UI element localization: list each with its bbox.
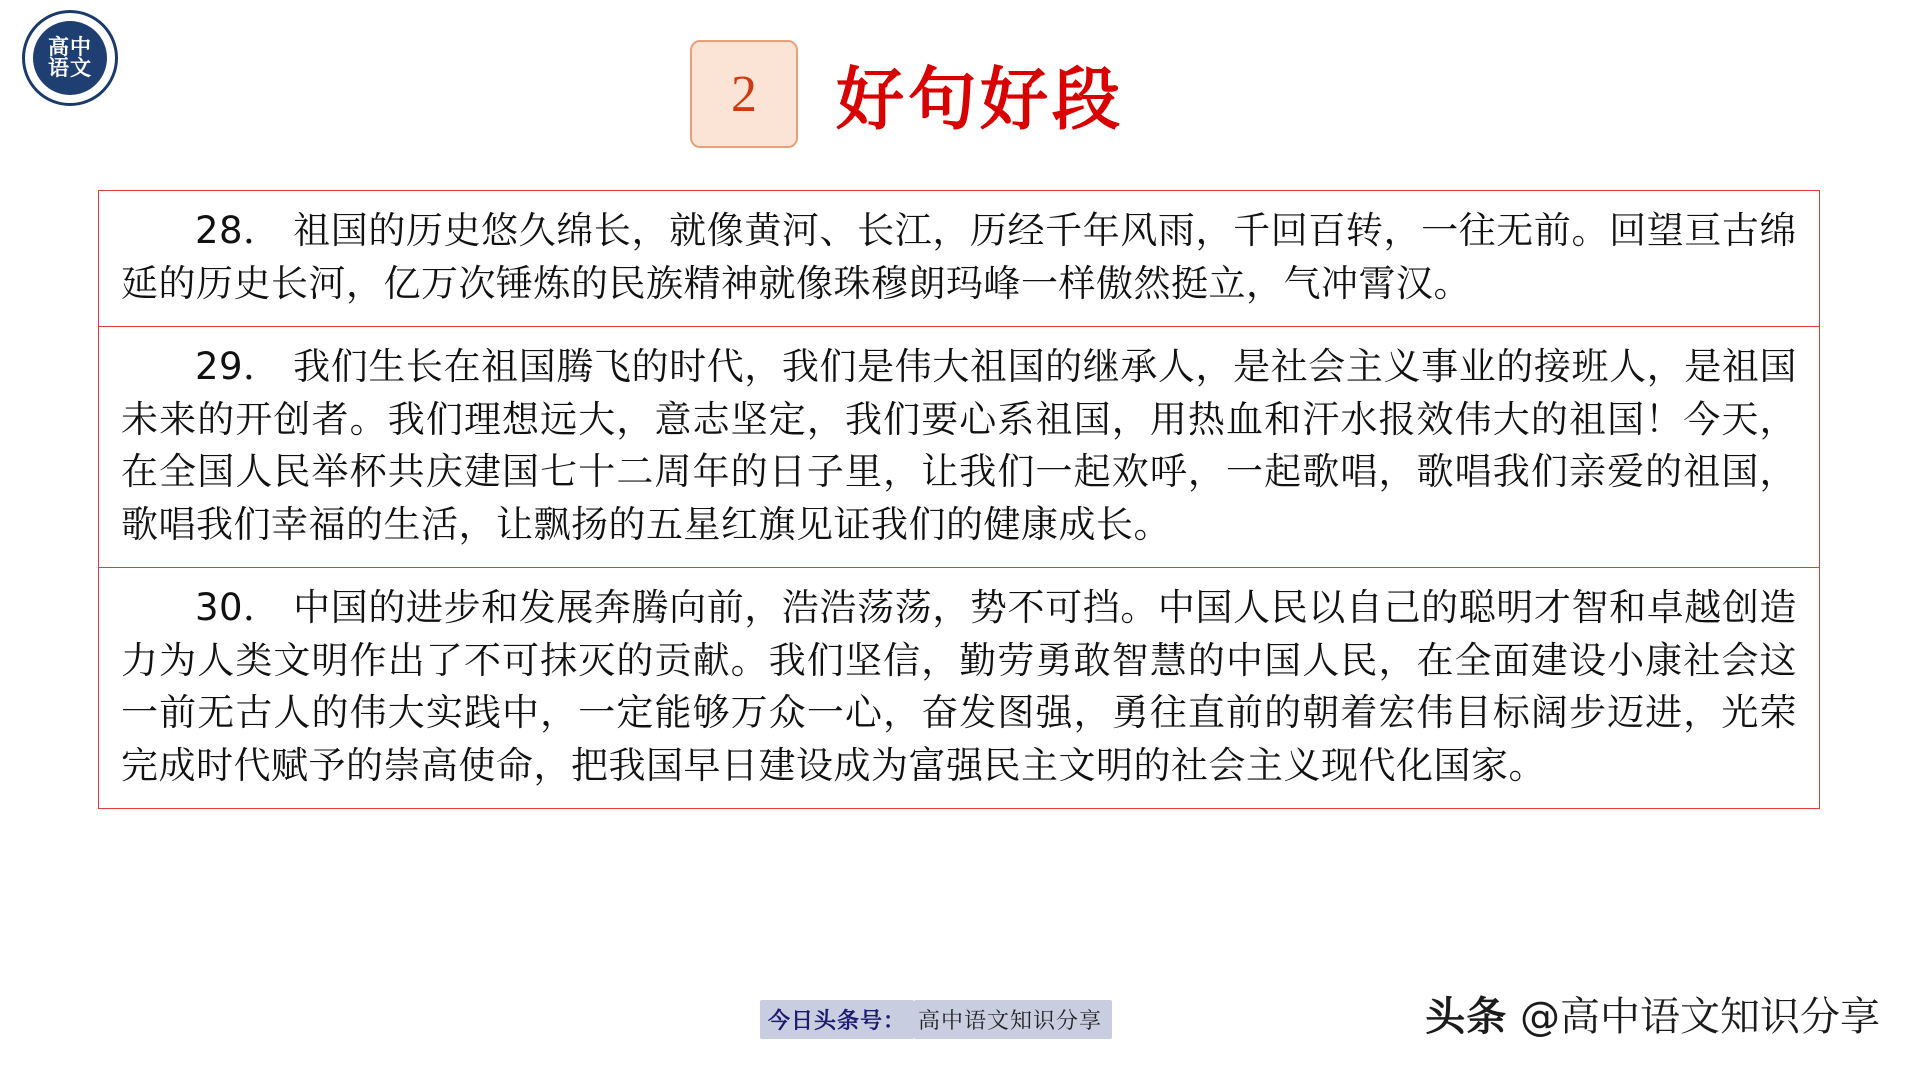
logo-line-2: 语文 (48, 57, 92, 80)
watermark-account: 高中语文知识分享 (914, 1000, 1112, 1039)
paragraph-item (98, 190, 1820, 327)
watermark (760, 1000, 1112, 1039)
brand-handle: @高中语文知识分享 (1520, 994, 1880, 1040)
logo-inner (33, 21, 107, 95)
paragraph-list (98, 190, 1820, 809)
section-number-badge: 2 (690, 40, 798, 148)
paragraph-text: 28． 祖国的历史悠久绵长，就像黄河、长江，历经千年风雨，千回百转，一往无前。回望亘古绵延的历史长河，亿万次锤炼的民族精神就像珠穆朗玛峰一样傲然挺立，气冲霄汉。 (121, 209, 1797, 305)
watermark-label: 今日头条号： (760, 1000, 914, 1039)
page-title: 好句好段 (836, 60, 1125, 140)
site-logo (22, 10, 118, 106)
paragraph-text: 30． 中国的进步和发展奔腾向前，浩浩荡荡，势不可挡。中国人民以自己的聪明才智和卓越创造力为人类文明作出了不可抹灭的贡献。我们坚信，勤劳勇敢智慧的中国人民，在全面建设小康社会这一前无古人的伟大实践中，一定能够万众一心，奋发图强，勇往直前的朝着宏伟目标阔步迈进，光荣完成时代赋予的崇高使命，把我国早日建设成为富强民主文明的社会主义现代化国家。 (121, 586, 1797, 787)
paragraph-text: 29． 我们生长在祖国腾飞的时代，我们是伟大祖国的继承人，是社会主义事业的接班人，是祖国未来的开创者。我们理想远大，意志坚定，我们要心系祖国，用热血和汗水报效伟大的祖国！今天，在全国人民举杯共庆建国七十二周年的日子里，让我们一起欢呼，一起歌唱，歌唱我们亲爱的祖国，歌唱我们幸福的生活，让飘扬的五星红旗见证我们的健康成长。 (121, 345, 1797, 546)
brand-name: 头条 (1425, 994, 1508, 1040)
paragraph-item (98, 568, 1820, 809)
paragraph-item (98, 327, 1820, 568)
footer-brand (1425, 985, 1880, 1042)
logo-line-1: 高中 (48, 35, 92, 59)
page-header (690, 40, 1124, 148)
